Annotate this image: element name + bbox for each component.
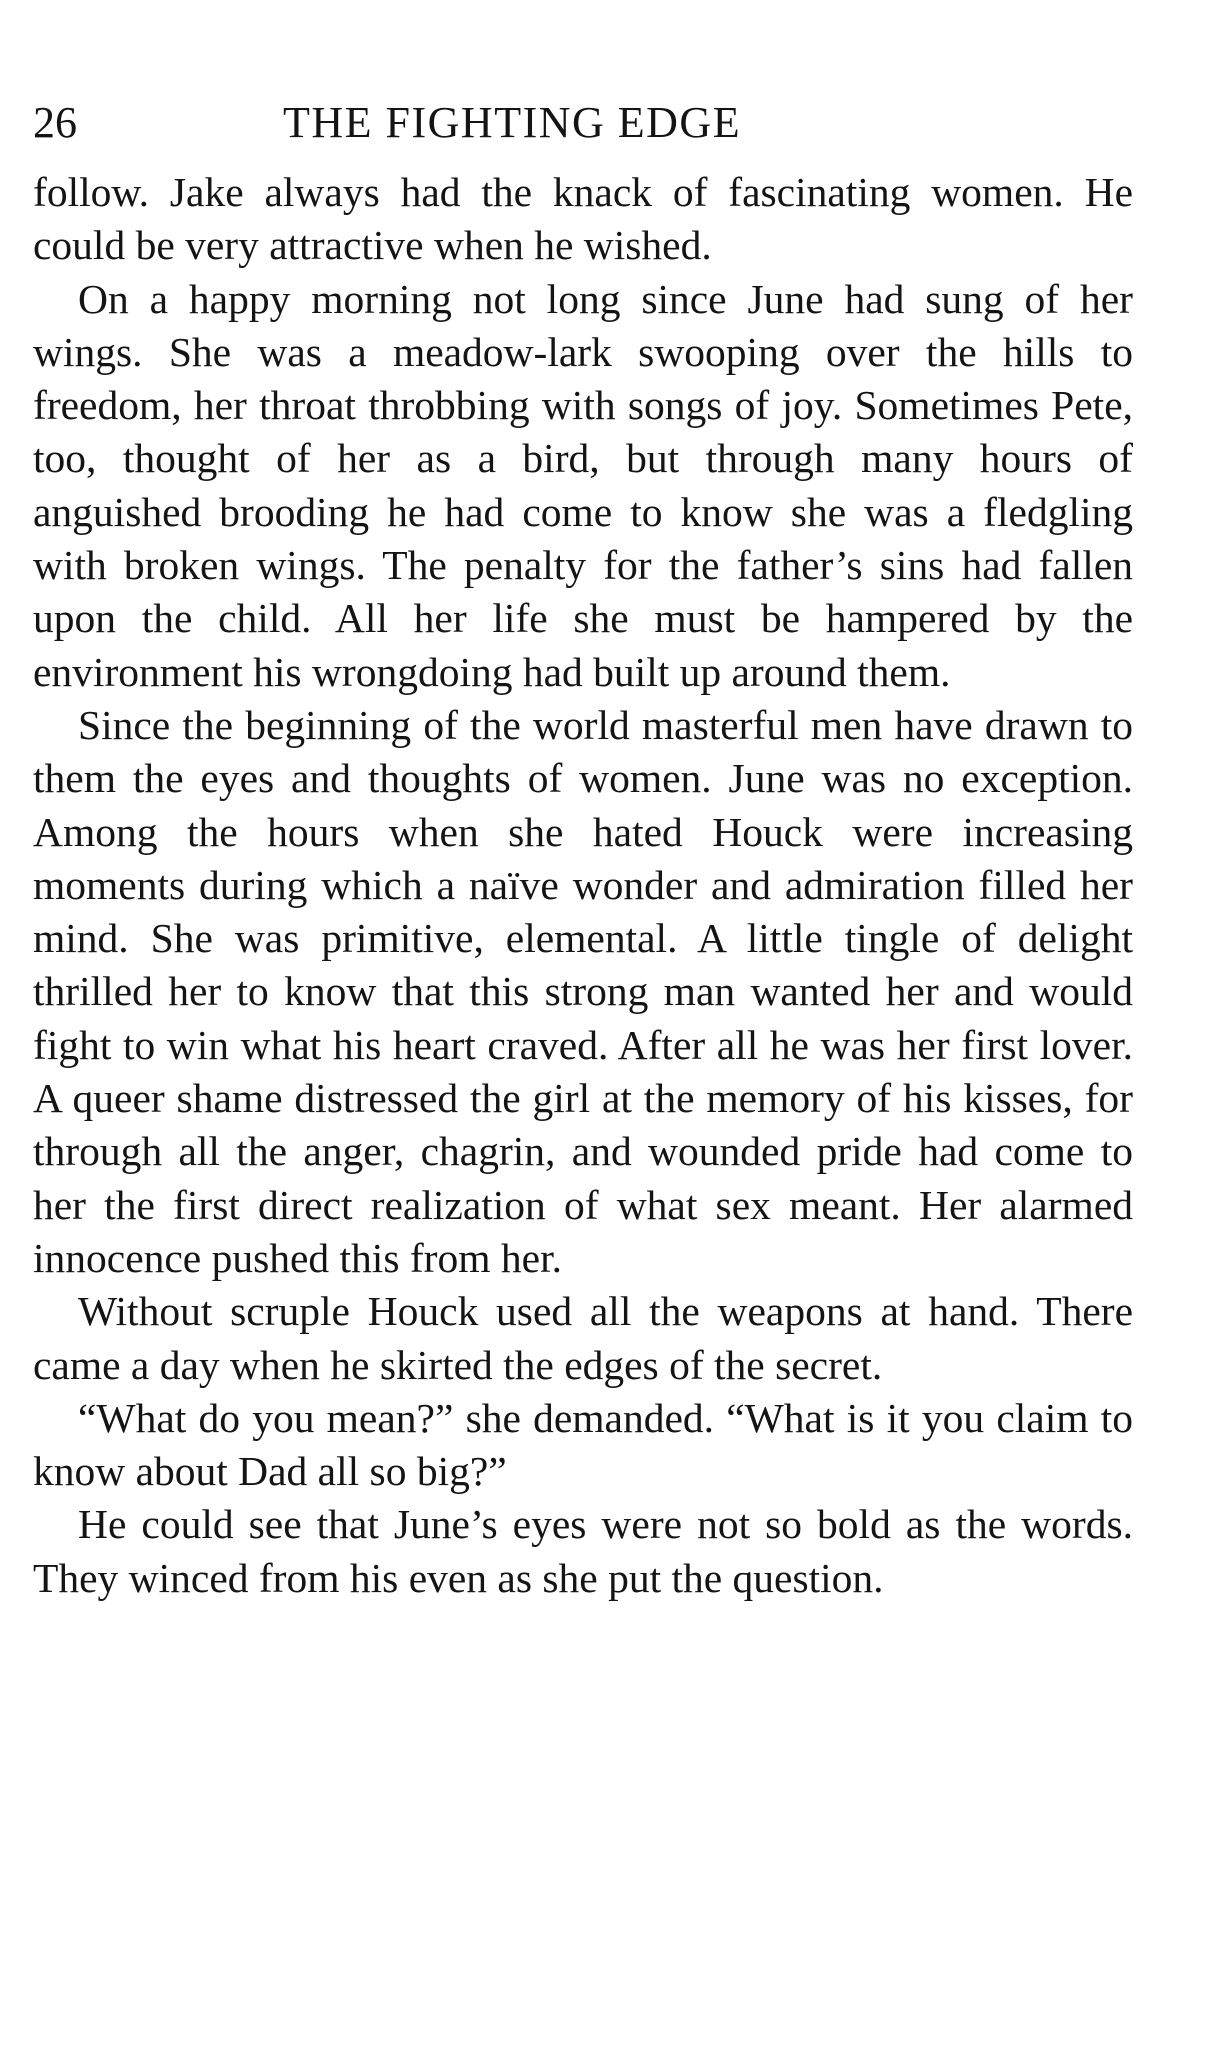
running-head [33, 92, 1133, 154]
paragraph: Without scruple Houck used all the weapons at hand. There came a day when he skirted the edges of the secret. [33, 1288, 1133, 1388]
body-text [33, 166, 1133, 1605]
paragraph-continuation: follow. Jake always had the knack of fascinating women. He could be very attractive when he wished. [33, 169, 1133, 269]
paragraph: Since the beginning of the world masterful men have drawn to them the eyes and thoughts of women. June was no exception. Among the hours when she hated Houck were increasing moments during which a naïve wonder and admiration filled her mind. She was primitive, elemental. A little tingle of delight thrilled her to know that this strong man wanted her and would fight to win what his heart craved. After all he was her first lover. A queer shame distressed the girl at the memory of his kisses, for through all the anger, chagrin, and wounded pride had come to her the first direct realization of what sex meant. Her alarmed innocence pushed this from her. [33, 701, 1133, 1281]
book-page [33, 92, 1133, 1605]
page-number: 26 [33, 98, 77, 147]
running-title: THE FIGHTING EDGE [283, 98, 742, 147]
paragraph: On a happy morning not long since June had sung of her wings. She was a meadow-lark swooping over the hills to freedom, her throat throbbing with songs of joy. Sometimes Pete, too, thought of her as a bird, but through many hours of anguished brooding he had come to know she was a fledgling with broken wings. The penalty for the father’s sins had fallen upon the child. All her life she must be hampered by the environment his wrongdoing had built up around them. [33, 275, 1133, 695]
paragraph-dialogue: “What do you mean?” she demanded. “What is it you claim to know about Dad all so big?” [33, 1394, 1133, 1495]
paragraph: He could see that June’s eyes were not so bold as the words. They winced from his even as she put the question. [33, 1501, 1133, 1601]
